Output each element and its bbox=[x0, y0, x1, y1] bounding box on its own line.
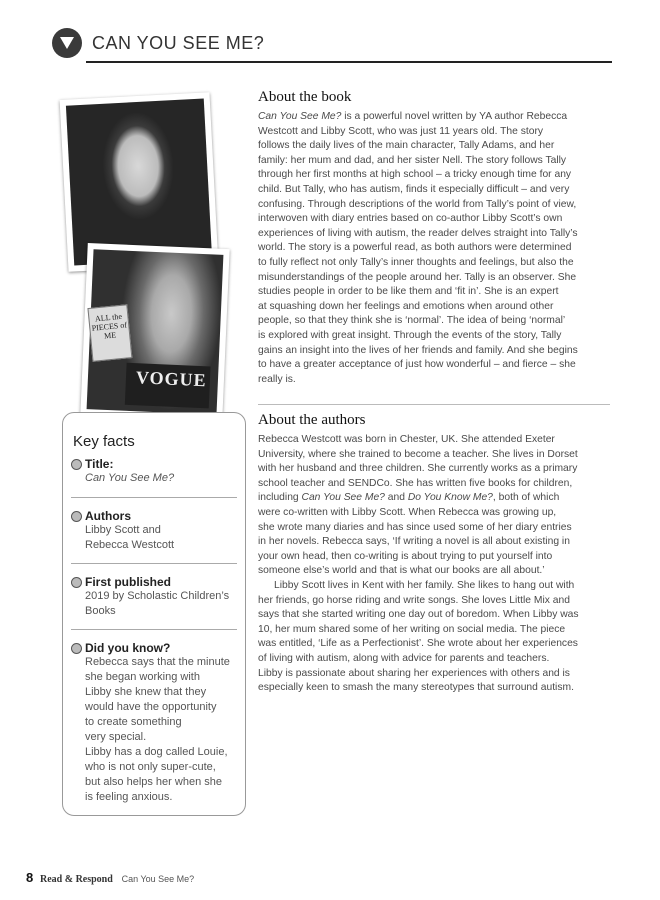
book-cover-in-photo: ALL the PIECES of ME bbox=[87, 304, 132, 362]
key-fact-did-you-know: Did you know? Rebecca says that the minute she began working with Libby she knew that they would have the opportunity to create something very special. Libby has a dog called Louie, who is not only super-cute, but also helps her when she is feeling anxious. bbox=[71, 641, 237, 805]
section-divider bbox=[258, 404, 610, 405]
header-rule bbox=[86, 61, 612, 63]
page-title: CAN YOU SEE ME? bbox=[92, 33, 265, 53]
chevron-down-badge-icon bbox=[52, 28, 82, 58]
key-fact-first-published: First published 2019 by Scholastic Children’s Books bbox=[71, 575, 237, 619]
key-facts-box bbox=[62, 412, 246, 816]
footer-book-title: Can You See Me? bbox=[121, 874, 195, 884]
page-number: 8 bbox=[26, 870, 34, 885]
shirt-in-photo: VOGUE bbox=[125, 363, 211, 409]
divider bbox=[71, 497, 237, 498]
about-book-text: Can You See Me? is a powerful novel written by YA author Rebecca Westcott and Libby Scott, who was just 11 years old. The story follows the daily lives of the main character, Tally Adams, and her family: her mum and dad, and her sister Nell. The story follows Tally through her first months at high school – a tricky enough time for any child. But Tally, who has autism, finds it especially difficult – and very confusing. Through descriptions of the world from Tally’s point of view, interwoven with diary entries based on co-author Libby Scott’s own experiences of living with autism, the reader delves straight into Tally’s world. The story is a powerful read, as both authors were determined to fully reflect not only Tally’s inner thoughts and feelings, but also the misunderstandings of the people around her. Tally is an observer. She studies people in order to be like them and ‘fit in’. She is an expert at squashing down her feelings and emotions when around other people, so that they think she is ‘normal’. The idea of being ‘normal’ is explored with great insight. Through the events of the story, Tally gains an insight into the lives of her friends and family. And she begins to have a greater acceptance of just how wonderful – and fierce – she really is. bbox=[258, 111, 578, 385]
divider bbox=[71, 629, 237, 630]
bullet-icon bbox=[71, 643, 82, 654]
key-facts-heading: Key facts bbox=[73, 433, 135, 450]
about-authors-heading: About the authors bbox=[258, 412, 366, 428]
key-fact-title: Title: Can You See Me? bbox=[71, 457, 237, 486]
bullet-icon bbox=[71, 459, 82, 470]
about-authors-text: Rebecca Westcott was born in Chester, UK. She attended Exeter University, where she trained to become a teacher. She lives in Dorset with her husband and three children. She currently works as a primary school teacher and SENDCo. She has written five books for children, including Can You See Me? and Do You Know Me?, both of which were co-written with Libby Scott. When Rebecca was growing up, she wrote many diaries and has since used some of her diary entries in her novels. Rebecca says, ‘If writing a novel is all about existing in your own head, then co-writing is about trying to put yourself into someone else’s world and that is what our books are all about.’ Libby Scott lives in Kent with her family. She likes to hang out with her friends, go horse riding and write songs. She loves Little Mix and says that she started writing one day out of boredom. When Libby was 10, her mum shared some of her writing on social media. The piece was entitled, ‘Life as a Perfectionist’. She wrote about her experiences of living with autism, along with advice for parents and teachers. Libby is passionate about sharing her experiences with others and is especially keen to smash the many stereotypes that surround autism. bbox=[258, 434, 579, 694]
bullet-icon bbox=[71, 511, 82, 522]
divider bbox=[71, 563, 237, 564]
about-book-heading: About the book bbox=[258, 89, 352, 105]
author-photo-libby bbox=[80, 243, 229, 421]
key-fact-authors: Authors Libby Scott and Rebecca Westcott bbox=[71, 509, 237, 553]
page-header bbox=[52, 26, 612, 62]
bullet-icon bbox=[71, 577, 82, 588]
series-name: Read & Respond bbox=[40, 874, 113, 885]
page-footer bbox=[26, 870, 194, 885]
